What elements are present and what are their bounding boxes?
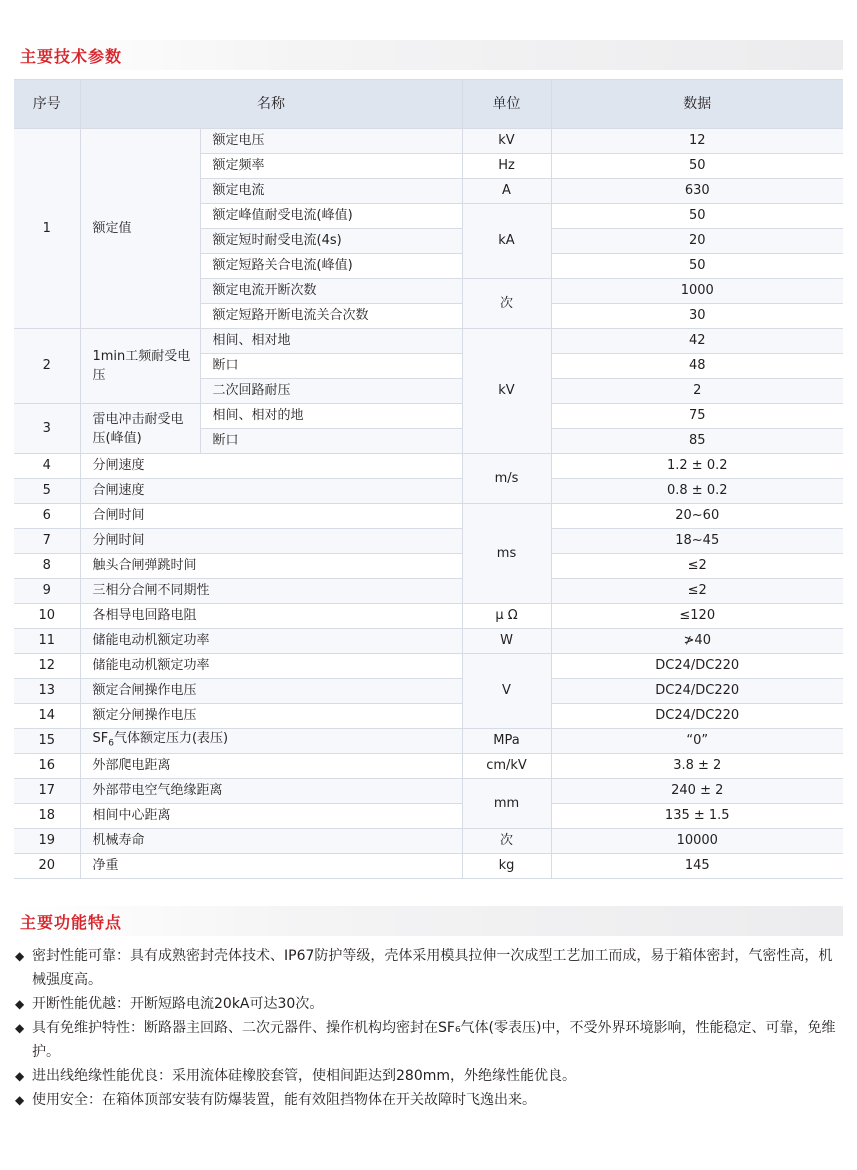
diamond-bullet-icon: ◆ bbox=[15, 1069, 25, 1083]
row-no: 18 bbox=[14, 804, 80, 829]
row-name: 合闸速度 bbox=[80, 479, 462, 504]
row-name: 分闸时间 bbox=[80, 529, 462, 554]
value: ≯40 bbox=[551, 629, 843, 654]
row-no: 16 bbox=[14, 754, 80, 779]
unit: μ Ω bbox=[462, 604, 551, 629]
value: 20~60 bbox=[551, 504, 843, 529]
row-name: 相间中心距离 bbox=[80, 804, 462, 829]
table-row bbox=[14, 779, 843, 804]
spec-table bbox=[14, 79, 843, 879]
table-header-row bbox=[14, 80, 843, 129]
row-name: 净重 bbox=[80, 854, 462, 879]
diamond-bullet-icon: ◆ bbox=[15, 949, 25, 963]
value: 42 bbox=[551, 329, 843, 354]
header-name: 名称 bbox=[80, 80, 462, 129]
unit: ms bbox=[462, 504, 551, 604]
row-name: 额定分闸操作电压 bbox=[80, 704, 462, 729]
row-no: 2 bbox=[14, 329, 80, 404]
unit: A bbox=[462, 179, 551, 204]
unit: V bbox=[462, 654, 551, 729]
diamond-bullet-icon: ◆ bbox=[15, 1021, 25, 1035]
value: 48 bbox=[551, 354, 843, 379]
value: 50 bbox=[551, 254, 843, 279]
sf-subscript: 6 bbox=[108, 738, 114, 749]
table-row bbox=[14, 329, 843, 354]
sub-name: 二次回路耐压 bbox=[200, 379, 462, 404]
value: 1.2 ± 0.2 bbox=[551, 454, 843, 479]
unit: Hz bbox=[462, 154, 551, 179]
table-row bbox=[14, 679, 843, 704]
row-no: 9 bbox=[14, 579, 80, 604]
row-name: 储能电动机额定功率 bbox=[80, 654, 462, 679]
list-item bbox=[14, 1064, 843, 1088]
sub-name: 额定短路开断电流关合次数 bbox=[200, 304, 462, 329]
feature-text: 具有免维护特性：断路器主回路、二次元器件、操作机构均密封在SF₆气体(零表压)中，不受外界环境影响，性能稳定、可靠，免维护。 bbox=[32, 1020, 836, 1060]
table-row bbox=[14, 554, 843, 579]
row-name: 储能电动机额定功率 bbox=[80, 629, 462, 654]
row-name: 三相分合闸不同期性 bbox=[80, 579, 462, 604]
value: 50 bbox=[551, 204, 843, 229]
sub-name: 断口 bbox=[200, 354, 462, 379]
group-name: 雷电冲击耐受电压(峰值) bbox=[80, 404, 200, 454]
row-no: 14 bbox=[14, 704, 80, 729]
value: 2 bbox=[551, 379, 843, 404]
value: 18~45 bbox=[551, 529, 843, 554]
sub-name: 相间、相对的地 bbox=[200, 404, 462, 429]
diamond-bullet-icon: ◆ bbox=[15, 1093, 25, 1107]
row-name: 外部爬电距离 bbox=[80, 754, 462, 779]
header-unit: 单位 bbox=[462, 80, 551, 129]
value: ≤2 bbox=[551, 579, 843, 604]
value: 630 bbox=[551, 179, 843, 204]
unit: 次 bbox=[462, 279, 551, 329]
sf-suffix: 气体额定压力(表压) bbox=[113, 730, 229, 746]
sub-name: 相间、相对地 bbox=[200, 329, 462, 354]
row-name: 外部带电空气绝缘距离 bbox=[80, 779, 462, 804]
unit: kV bbox=[462, 329, 551, 454]
feature-text: 使用安全：在箱体顶部安装有防爆装置，能有效阻挡物体在开关故障时飞逸出来。 bbox=[32, 1092, 536, 1108]
table-row bbox=[14, 454, 843, 479]
value: 20 bbox=[551, 229, 843, 254]
sf-prefix: SF bbox=[92, 730, 109, 746]
diamond-bullet-icon: ◆ bbox=[15, 997, 25, 1011]
feature-text: 密封性能可靠：具有成熟密封壳体技术、IP67防护等级，壳体采用模具拉伸一次成型工艺加工而成，易于箱体密封，气密性高，机械强度高。 bbox=[32, 948, 833, 988]
sub-name: 额定频率 bbox=[200, 154, 462, 179]
unit: kV bbox=[462, 129, 551, 154]
specs-title: 主要技术参数 bbox=[20, 47, 123, 66]
row-name: 触头合闸弹跳时间 bbox=[80, 554, 462, 579]
list-item bbox=[14, 944, 843, 992]
row-no: 1 bbox=[14, 129, 80, 329]
value: 75 bbox=[551, 404, 843, 429]
row-no: 4 bbox=[14, 454, 80, 479]
sub-name: 额定电流开断次数 bbox=[200, 279, 462, 304]
unit: m/s bbox=[462, 454, 551, 504]
list-item bbox=[14, 1088, 843, 1112]
row-no: 10 bbox=[14, 604, 80, 629]
feature-list bbox=[14, 944, 843, 1112]
table-row bbox=[14, 129, 843, 154]
row-no: 19 bbox=[14, 829, 80, 854]
row-no: 6 bbox=[14, 504, 80, 529]
header-no: 序号 bbox=[14, 80, 80, 129]
sub-name: 额定短时耐受电流(4s) bbox=[200, 229, 462, 254]
value: DC24/DC220 bbox=[551, 704, 843, 729]
row-name: 各相导电回路电阻 bbox=[80, 604, 462, 629]
table-row bbox=[14, 404, 843, 429]
features-title: 主要功能特点 bbox=[20, 913, 123, 932]
row-name: 合闸时间 bbox=[80, 504, 462, 529]
table-row bbox=[14, 504, 843, 529]
value: 12 bbox=[551, 129, 843, 154]
table-row bbox=[14, 854, 843, 879]
table-row bbox=[14, 754, 843, 779]
table-row bbox=[14, 729, 843, 754]
value: 240 ± 2 bbox=[551, 779, 843, 804]
value: 10000 bbox=[551, 829, 843, 854]
row-no: 20 bbox=[14, 854, 80, 879]
row-no: 12 bbox=[14, 654, 80, 679]
feature-text: 进出线绝缘性能优良：采用流体硅橡胶套管，使相间距达到280mm，外绝缘性能优良。 bbox=[32, 1068, 576, 1084]
row-no: 17 bbox=[14, 779, 80, 804]
row-no: 15 bbox=[14, 729, 80, 754]
value: 135 ± 1.5 bbox=[551, 804, 843, 829]
row-name: 分闸速度 bbox=[80, 454, 462, 479]
row-name bbox=[80, 729, 462, 754]
row-no: 11 bbox=[14, 629, 80, 654]
unit: kg bbox=[462, 854, 551, 879]
row-name: 额定合闸操作电压 bbox=[80, 679, 462, 704]
row-no: 5 bbox=[14, 479, 80, 504]
sub-name: 额定短路关合电流(峰值) bbox=[200, 254, 462, 279]
sub-name: 额定峰值耐受电流(峰值) bbox=[200, 204, 462, 229]
value: ≤2 bbox=[551, 554, 843, 579]
sub-name: 断口 bbox=[200, 429, 462, 454]
value: “0” bbox=[551, 729, 843, 754]
specs-section-header bbox=[14, 40, 843, 70]
value: 50 bbox=[551, 154, 843, 179]
value: DC24/DC220 bbox=[551, 654, 843, 679]
unit: W bbox=[462, 629, 551, 654]
table-row bbox=[14, 629, 843, 654]
row-name: 机械寿命 bbox=[80, 829, 462, 854]
value: 3.8 ± 2 bbox=[551, 754, 843, 779]
value: 85 bbox=[551, 429, 843, 454]
value: 145 bbox=[551, 854, 843, 879]
table-row bbox=[14, 529, 843, 554]
unit: mm bbox=[462, 779, 551, 829]
value: DC24/DC220 bbox=[551, 679, 843, 704]
list-item bbox=[14, 1016, 843, 1064]
table-row bbox=[14, 829, 843, 854]
unit: MPa bbox=[462, 729, 551, 754]
sub-name: 额定电压 bbox=[200, 129, 462, 154]
row-no: 3 bbox=[14, 404, 80, 454]
table-row bbox=[14, 579, 843, 604]
row-no: 7 bbox=[14, 529, 80, 554]
group-name: 1min工频耐受电压 bbox=[80, 329, 200, 404]
header-value: 数据 bbox=[551, 80, 843, 129]
value: ≤120 bbox=[551, 604, 843, 629]
unit: cm/kV bbox=[462, 754, 551, 779]
value: 0.8 ± 0.2 bbox=[551, 479, 843, 504]
value: 30 bbox=[551, 304, 843, 329]
table-row bbox=[14, 654, 843, 679]
unit: 次 bbox=[462, 829, 551, 854]
table-row bbox=[14, 704, 843, 729]
features-section-header bbox=[14, 906, 843, 936]
unit: kA bbox=[462, 204, 551, 279]
table-row bbox=[14, 479, 843, 504]
feature-text: 开断性能优越：开断短路电流20kA可达30次。 bbox=[32, 996, 324, 1012]
sub-name: 额定电流 bbox=[200, 179, 462, 204]
list-item bbox=[14, 992, 843, 1016]
row-no: 13 bbox=[14, 679, 80, 704]
group-name: 额定值 bbox=[80, 129, 200, 329]
value: 1000 bbox=[551, 279, 843, 304]
table-row bbox=[14, 604, 843, 629]
table-row bbox=[14, 804, 843, 829]
row-no: 8 bbox=[14, 554, 80, 579]
